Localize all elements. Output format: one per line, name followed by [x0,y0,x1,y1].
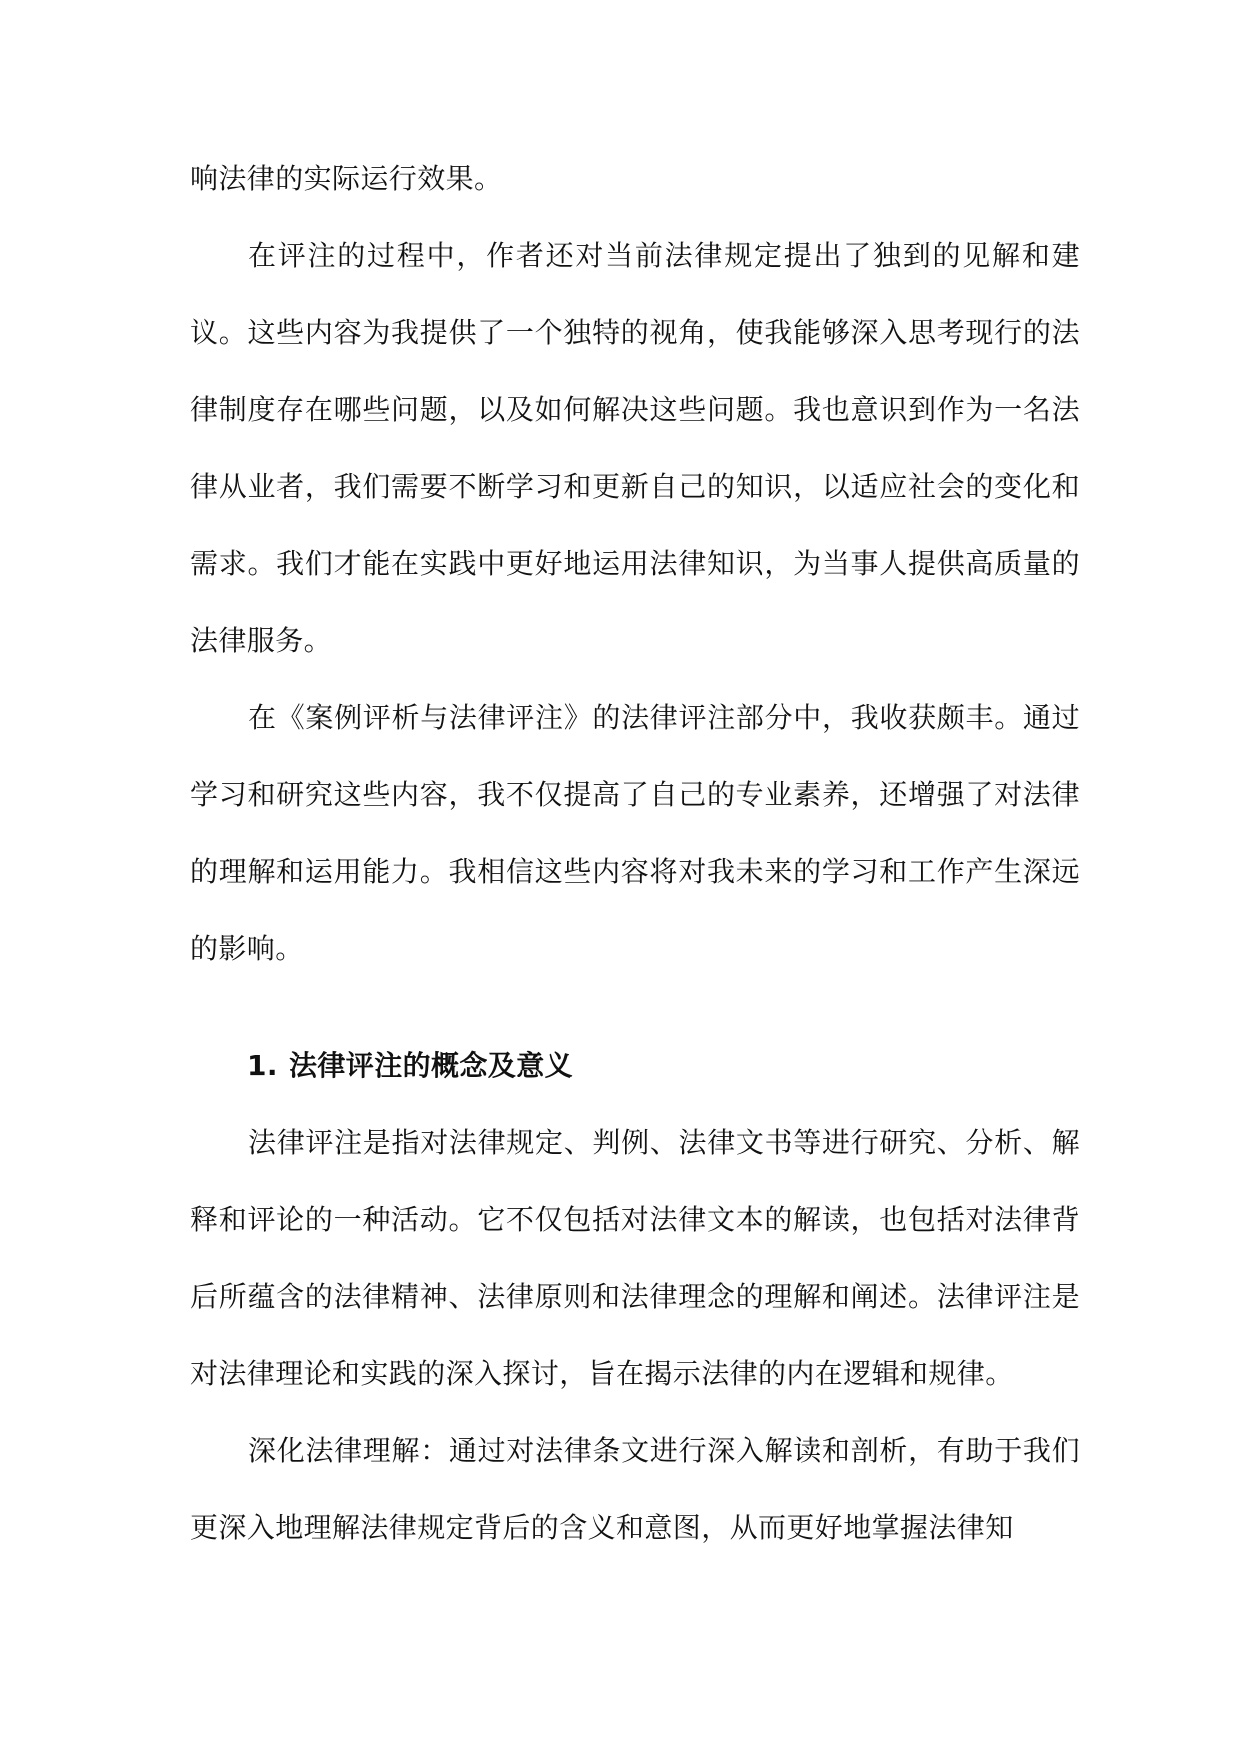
paragraph-definition: 法律评注是指对法律规定、判例、法律文书等进行研究、分析、解释和评论的一种活动。它不仅包括对法律文本的解读，也包括对法律背后所蕴含的法律精神、法律原则和法律理念的理解和阐述。法律评注是对法律理论和实践的深入探讨，旨在揭示法律的内在逻辑和规律。 [190,1126,1080,1390]
section-number: 1. [247,1049,278,1082]
paragraph-continuation: 响法律的实际运行效果。 [190,162,503,195]
paragraph-deepen-understanding: 深化法律理解：通过对法律条文进行深入解读和剖析，有助于我们更深入地理解法律规定背后的含义和意图，从而更好地掌握法律知 [190,1434,1080,1544]
document-body [190,140,1080,1566]
paragraph-annotation-insights: 在评注的过程中，作者还对当前法律规定提出了独到的见解和建议。这些内容为我提供了一个独特的视角，使我能够深入思考现行的法律制度存在哪些问题，以及如何解决这些问题。我也意识到作为一名法律从业者，我们需要不断学习和更新自己的知识，以适应社会的变化和需求。我们才能在实践中更好地运用法律知识，为当事人提供高质量的法律服务。 [190,239,1080,657]
section-title: 法律评注的概念及意义 [289,1049,574,1082]
section-heading [190,1027,1080,1104]
paragraph-gains-summary: 在《案例评析与法律评注》的法律评注部分中，我收获颇丰。通过学习和研究这些内容，我不仅提高了自己的专业素养，还增强了对法律的理解和运用能力。我相信这些内容将对我未来的学习和工作产生深远的影响。 [190,701,1080,965]
